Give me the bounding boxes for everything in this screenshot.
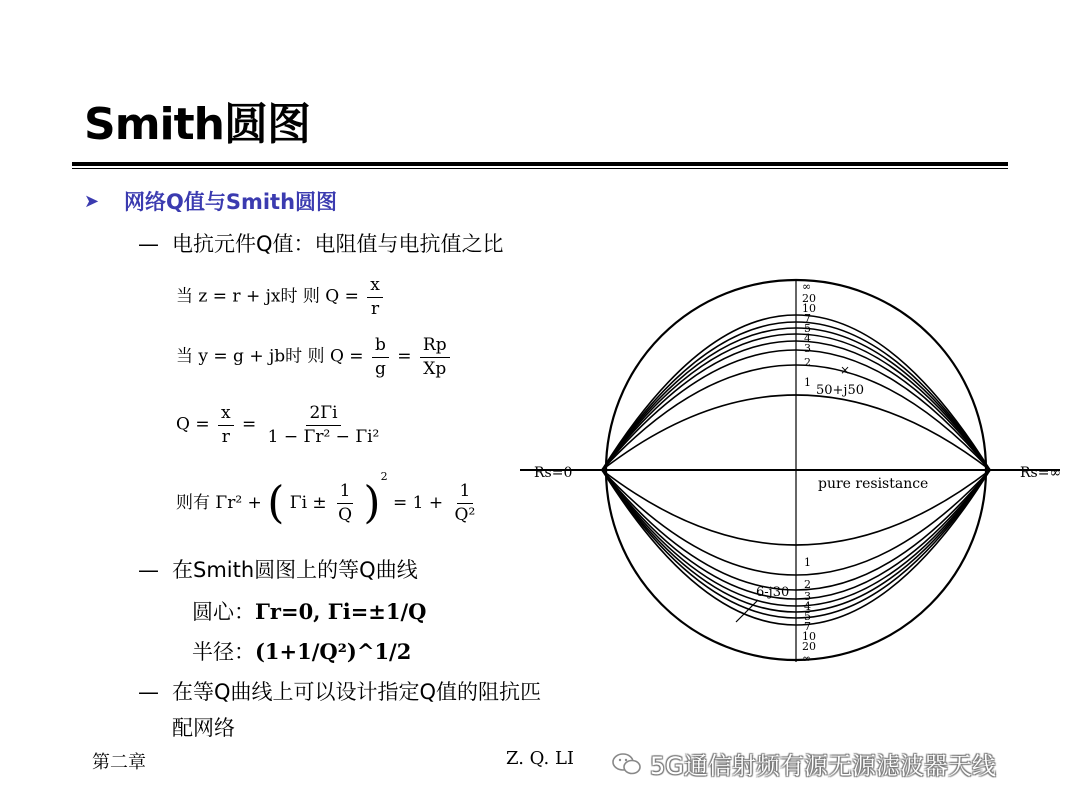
sub-bullet-text: 在等Q曲线上可以设计指定Q值的阻抗匹 [172,680,542,704]
equals-sign: = [397,346,412,367]
q-label-4-bottom: 4 [804,600,811,613]
fraction-den: 1 − Γr² − Γi² [267,426,380,447]
fraction-den: r [221,426,230,447]
arrow-bullet-icon: ➤ [84,190,100,212]
fraction [218,404,234,446]
title-rule-thick [72,162,1008,166]
fraction [335,482,355,524]
dash-bullet: — [138,558,159,582]
q-label-7-top: 7 [804,312,811,325]
q-label-3-bottom: 3 [804,590,811,603]
upper-point-label: 50+j50 [816,383,865,398]
fraction [420,336,450,378]
center-label: 圆心： [192,600,255,624]
dash-bullet: — [138,680,159,704]
fraction-num: Rp [420,336,450,358]
q-label-10-top: 10 [802,302,816,315]
lower-point-label: 6-j30 [756,585,790,600]
fraction-den: r [370,298,380,319]
fraction-num: 2Γi [306,404,340,426]
sub-bullet-design [138,676,541,706]
fraction-den: Q [338,505,353,525]
fraction-num: 1 [337,482,354,504]
watermark [612,746,996,781]
footer-chapter: 第二章 [92,752,146,773]
formula-circle-equation [176,470,481,529]
title-rule-thin [72,168,1008,169]
formula-text: 则有 Γr² + [176,493,262,513]
fraction-den: g [374,358,386,379]
paren-left: ( [267,477,285,529]
fraction [367,276,383,318]
formula-q-gamma [176,404,385,446]
q-label-5-top: 5 [804,322,811,335]
exponent: 2 [380,470,388,483]
paren-right: ) [363,477,381,529]
center-line [192,596,426,626]
fraction [452,482,479,524]
q-label-7-bottom: 7 [804,620,811,633]
formula-text: 当 z = r + jx时 则 Q = [176,286,359,307]
upper-point-marker: × [840,363,851,377]
formula-impedance-q [176,276,386,318]
fraction-num: x [367,276,383,298]
fraction [265,404,383,446]
sub-bullet-design-cont: 配网络 [172,716,235,740]
q-label-10-bottom: 10 [802,630,816,643]
formula-text: Γi ± [289,493,327,513]
right-label: Rs=∞ [1020,465,1062,481]
smith-q-diagram [520,270,1080,670]
q-label-1-top: 1 [804,376,811,389]
q-label-5-bottom: 5 [804,610,811,623]
q-label-2-bottom: 2 [804,578,811,591]
equals-sign: = [242,414,257,435]
formula-text: Q = [176,414,210,435]
fraction-num: 1 [457,482,474,504]
fraction-den: Xp [423,358,447,379]
radius-label: 半径： [192,640,255,664]
watermark-text: 5G通信射频有源无源滤波器天线 [650,752,996,780]
q-label-4-top: 4 [804,332,811,345]
sub-bullet-text: 电抗元件Q值：电阻值与电抗值之比 [172,232,504,256]
footer-author: Z. Q. LI [506,748,575,769]
bullet-main [84,186,337,216]
sub-bullet-text: 在Smith圆图上的等Q曲线 [172,558,418,582]
fraction-den: Q² [454,505,476,525]
q-label-1-bottom: 1 [804,556,811,569]
formula-text: 当 y = g + jb时 则 Q = [176,346,364,367]
q-label-20-bottom: 20 [802,640,816,653]
q-label-inf-top: ∞ [802,280,812,293]
formula-text: = 1 + [393,493,444,513]
dash-bullet: — [138,232,159,256]
radius-line [192,636,411,666]
q-label-inf-bottom: ∞ [802,652,812,665]
slide-title: Smith圆图 [84,99,310,150]
bullet-main-label: 网络Q值与Smith圆图 [124,190,338,214]
q-label-3-top: 3 [804,342,811,355]
q-label-2-top: 2 [804,356,811,369]
fraction-num: x [218,404,234,426]
left-label: Rs=0 [534,465,573,481]
radius-value: (1+1/Q²)^1/2 [255,639,412,664]
formula-admittance-q [176,336,453,378]
sub-bullet-q-definition [138,228,504,258]
sub-bullet-equal-q [138,554,418,584]
wechat-icon [612,751,642,777]
center-value: Γr=0, Γi=±1/Q [255,599,427,624]
q-label-20-top: 20 [802,292,816,305]
center-label: pure resistance [818,476,929,492]
fraction-num: b [372,336,389,358]
fraction [372,336,389,378]
